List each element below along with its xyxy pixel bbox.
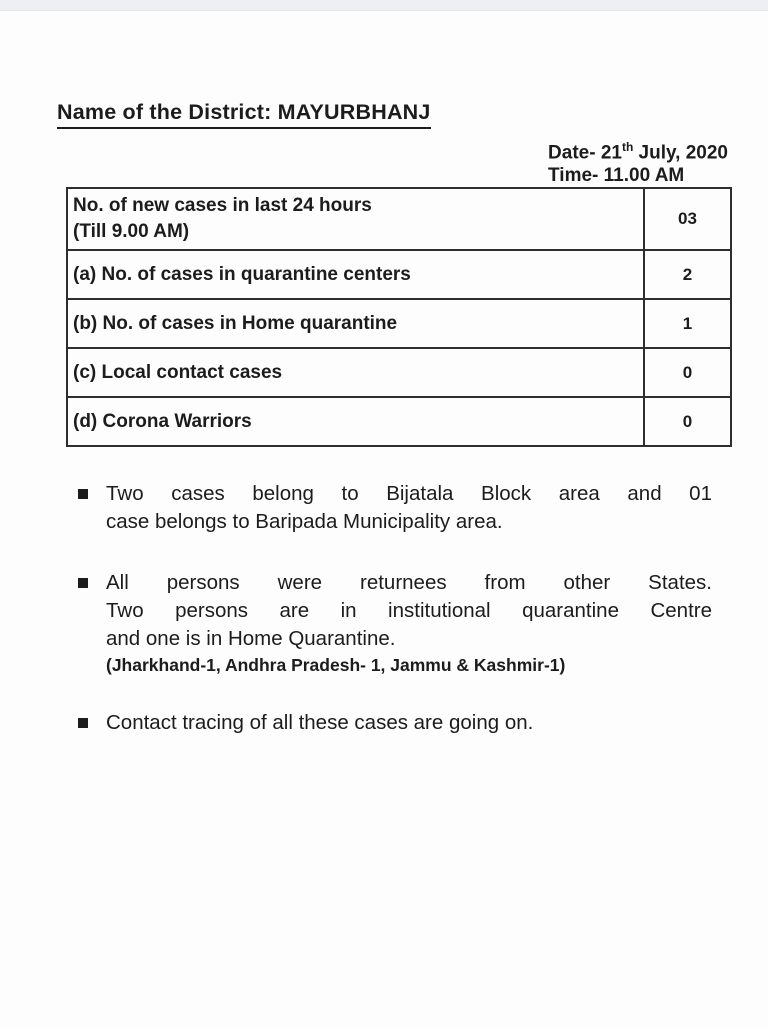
row-label: No. of new cases in last 24 hours (Till 9.00 AM) (67, 188, 644, 250)
bullet-note: (Jharkhand-1, Andhra Pradesh- 1, Jammu & Kashmir-1) (106, 655, 566, 675)
table-row (67, 188, 731, 250)
row-label: (b) No. of cases in Home quarantine (67, 299, 644, 348)
list-item (78, 569, 712, 676)
bullet-text: All persons were returnees from other States. Two persons are in institutional quarantine Centre and one is in Home Quarantine. (Jharkhand-1, Andhra Pradesh- 1, Jammu & Kashmir-1) (106, 571, 712, 675)
row-value: 0 (644, 397, 731, 446)
row-value: 0 (644, 348, 731, 397)
row-value: 03 (644, 188, 731, 250)
bullet-text: Contact tracing of all these cases are going on. (106, 711, 534, 734)
row-label: (c) Local contact cases (67, 348, 644, 397)
table-row (67, 348, 731, 397)
row-value: 1 (644, 299, 731, 348)
datetime-block (548, 136, 728, 187)
table-row (67, 250, 731, 299)
date-ordinal: th (621, 140, 634, 154)
cases-table (66, 187, 732, 447)
table-row (67, 299, 731, 348)
bullet-square-icon (78, 578, 88, 588)
bullet-text: Two cases belong to Bijatala Block area and 01 case belongs to Baripada Municipality area. (106, 482, 712, 533)
time-line: Time- 11.00 AM (548, 165, 685, 187)
notes-list (78, 480, 712, 770)
page-title: Name of the District: MAYURBHANJ (57, 100, 431, 129)
table-row (67, 397, 731, 446)
bullet-square-icon (78, 718, 88, 728)
date-line: Date- 21th July, 2020 (548, 140, 728, 164)
photo-top-strip (0, 0, 768, 11)
row-value: 2 (644, 250, 731, 299)
list-item (78, 709, 712, 737)
bullet-square-icon (78, 489, 88, 499)
list-item (78, 480, 712, 536)
row-label: (d) Corona Warriors (67, 397, 644, 446)
row-label: (a) No. of cases in quarantine centers (67, 250, 644, 299)
